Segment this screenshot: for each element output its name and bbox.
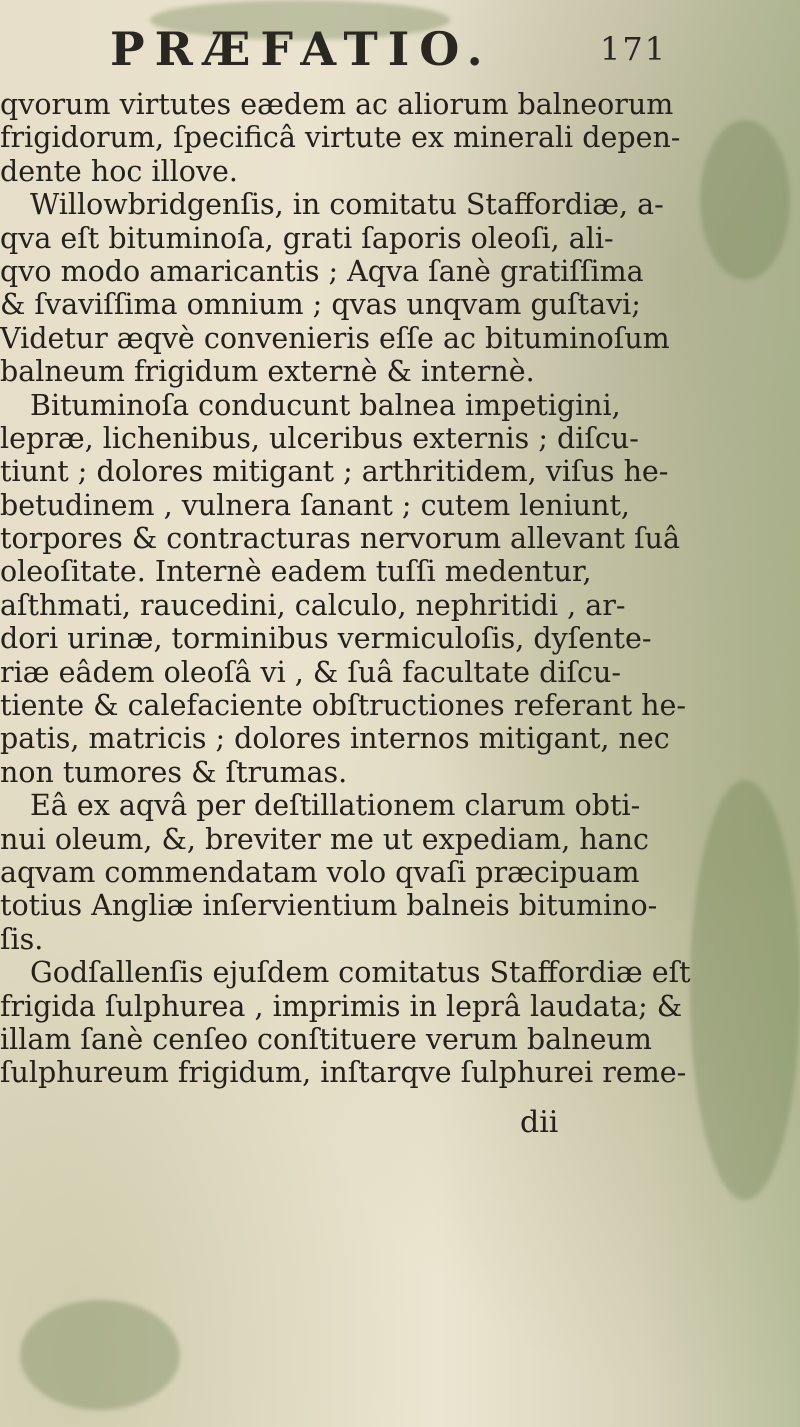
catchword: dii — [520, 1105, 559, 1140]
header-title: PRÆFATIO. — [110, 22, 493, 76]
text-line: qva eſt bituminoſa, grati ſaporis oleoſi, ali- — [0, 221, 614, 255]
text-line: tiente & calefaciente obſtructiones referant he- — [0, 689, 686, 723]
text-line: ſulphureum frigidum, inſtarqve ſulphurei reme- — [0, 1056, 687, 1090]
text-line: balneum frigidum externè & internè. — [0, 355, 535, 389]
text-line: torpores & contracturas nervorum allevant ſuâ — [0, 522, 680, 556]
text-line: dente hoc illove. — [0, 154, 238, 188]
text-line: Eâ ex aqvâ per deſtillationem clarum obti- — [30, 789, 641, 823]
text-line: totius Angliæ inſervientium balneis bitumino- — [0, 889, 658, 923]
text-line: Videtur æqvè convenieris eſſe ac bituminoſum — [0, 321, 670, 355]
text-line: Godſallenſis ejuſdem comitatus Staffordiæ eſt — [30, 956, 691, 990]
text-line: patis, matricis ; dolores internos mitigant, nec — [0, 722, 670, 756]
text-line: lepræ, lichenibus, ulceribus externis ; diſcu- — [0, 421, 639, 455]
text-line: Willowbridgenſis, in comitatu Staffordiæ, a- — [30, 188, 664, 222]
text-line: nui oleum, &, breviter me ut expediam, hanc — [0, 822, 649, 856]
text-line: frigidorum, ſpecificâ virtute ex minerali depen- — [0, 121, 681, 155]
text-line: non tumores & ſtrumas. — [0, 755, 348, 789]
text-line: betudinem , vulnera ſanant ; cutem leniunt, — [0, 488, 630, 522]
text-line: riæ eâdem oleoſâ vi , & ſuâ facultate diſcu- — [0, 655, 621, 689]
text-line: illam ſanè cenſeo conſtituere verum balneum — [0, 1022, 652, 1056]
running-header — [110, 22, 670, 82]
text-line: qvo modo amaricantis ; Aqva ſanè gratiſſima — [0, 254, 644, 288]
page-number: 171 — [600, 30, 668, 68]
text-line: & ſvaviſſima omnium ; qvas unqvam guſtavi; — [0, 288, 641, 322]
text-line: aſthmati, raucedini, calculo, nephritidi , ar- — [0, 588, 626, 622]
text-line: Bituminoſa conducunt balnea impetigini, — [30, 388, 621, 422]
mold-stain — [690, 780, 800, 1200]
text-line: ſis. — [0, 922, 44, 956]
mold-stain — [700, 120, 790, 280]
text-line: dori urinæ, torminibus vermiculoſis, dyſente- — [0, 622, 652, 656]
text-line: tiunt ; dolores mitigant ; arthritidem, viſus he- — [0, 455, 669, 489]
text-line: frigida ſulphurea , imprimis in leprâ laudata; & — [0, 989, 683, 1023]
text-line: qvorum virtutes eædem ac aliorum balneorum — [0, 88, 674, 121]
body-text — [0, 88, 691, 1090]
text-line: oleoſitate. Internè eadem tuſſi medentur, — [0, 555, 592, 589]
mold-stain — [20, 1300, 180, 1410]
text-line: aqvam commendatam volo qvaſi præcipuam — [0, 855, 640, 889]
